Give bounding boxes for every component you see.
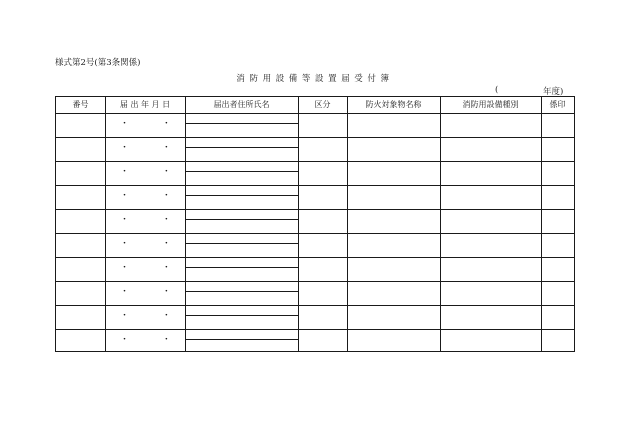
row-divider <box>56 233 574 234</box>
column-divider <box>347 97 348 351</box>
date-placeholder: ・ ・ <box>120 287 186 297</box>
date-placeholder: ・ ・ <box>120 263 186 273</box>
date-placeholder: ・ ・ <box>120 167 186 177</box>
date-placeholder: ・ ・ <box>120 311 186 321</box>
header-filer-address-name: 届出者住所氏名 <box>213 100 270 109</box>
row-divider <box>56 161 574 162</box>
page-title: 消防用設備等設置届受付簿 <box>236 74 394 84</box>
header-staff-seal: 係印 <box>549 100 566 109</box>
date-placeholder: ・ ・ <box>120 335 186 345</box>
header-filing-date: 届 出 年 月 日 <box>119 100 171 109</box>
header-equipment-type: 消防用設備種別 <box>462 100 519 109</box>
fiscal-year-open-paren: ( <box>495 85 499 95</box>
address-name-split-line <box>185 195 298 196</box>
date-placeholder: ・ ・ <box>120 143 186 153</box>
date-placeholder: ・ ・ <box>120 239 186 249</box>
header-property-name: 防火対象物名称 <box>365 100 422 109</box>
address-name-split-line <box>185 147 298 148</box>
row-divider <box>56 209 574 210</box>
header-divider <box>56 113 574 114</box>
column-divider <box>541 97 542 351</box>
header-number: 番号 <box>72 100 89 109</box>
address-name-split-line <box>185 339 298 340</box>
date-placeholder: ・ ・ <box>120 191 186 201</box>
address-name-split-line <box>185 315 298 316</box>
register-table <box>55 96 575 352</box>
address-name-split-line <box>185 291 298 292</box>
date-placeholder: ・ ・ <box>120 119 186 129</box>
row-divider <box>56 329 574 330</box>
header-category: 区分 <box>314 100 331 109</box>
date-placeholder: ・ ・ <box>120 215 186 225</box>
address-name-split-line <box>185 171 298 172</box>
row-divider <box>56 185 574 186</box>
fiscal-year-label: 年度) <box>543 87 564 97</box>
row-divider <box>56 281 574 282</box>
address-name-split-line <box>185 267 298 268</box>
column-divider <box>298 97 299 351</box>
address-name-split-line <box>185 123 298 124</box>
row-divider <box>56 137 574 138</box>
column-divider <box>440 97 441 351</box>
form-number: 様式第2号(第3条関係) <box>55 58 141 68</box>
row-divider <box>56 257 574 258</box>
address-name-split-line <box>185 243 298 244</box>
address-name-split-line <box>185 219 298 220</box>
row-divider <box>56 305 574 306</box>
